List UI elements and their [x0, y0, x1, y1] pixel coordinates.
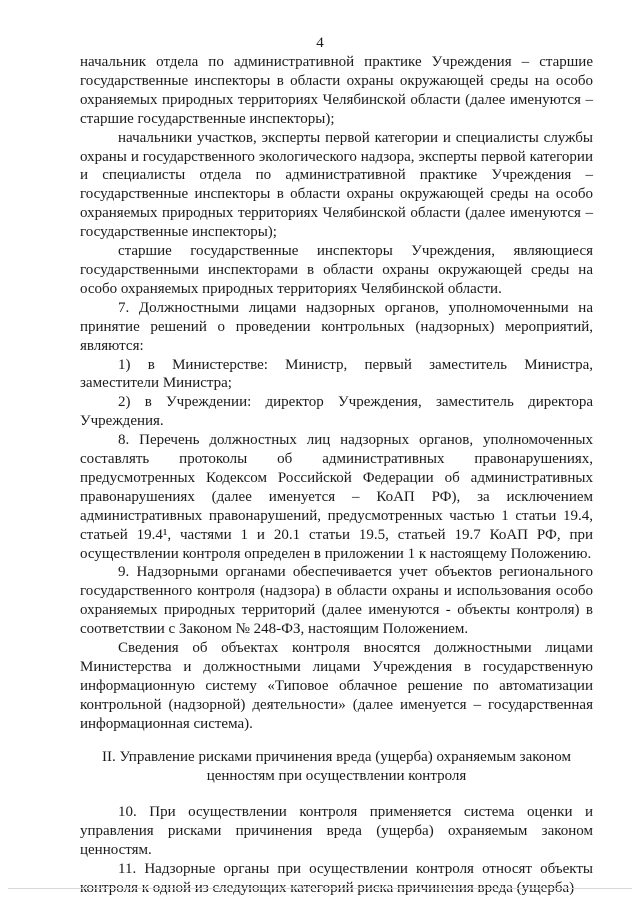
document-body [80, 53, 593, 898]
section-heading: II. Управление рисками причинения вреда (ущерба) охраняемым законом ценностям при осуществлении контроля [102, 748, 571, 784]
paragraph-subitem-2: 2) в Учреждении: директор Учреждения, заместитель директора Учреждения. [80, 394, 593, 430]
paragraph-item-7: 7. Должностными лицами надзорных органов, уполномоченными на принятие решений о проведении контрольных (надзорных) мероприятий, являются: [80, 299, 593, 354]
paragraph: начальник отдела по административной практике Учреждения – старшие государственные инспекторы в области охраны окружающей среды на особо охраняемых природных территориях Челябинской области (далее именуются – старшие государственные инспекторы); [80, 54, 593, 127]
paragraph-item-11: 11. Надзорные органы при осуществлении контроля относят объекты контроля к одной из следующих категорий риска причинения вреда (ущерба) [80, 861, 593, 897]
paragraph: Сведения об объектах контроля вносятся должностными лицами Министерства и должностными лицами Учреждения в государственную информационную систему «Типовое облачное решение по автоматизации контрольной (надзорной) деятельности» (далее именуется – государственная информационная система). [80, 640, 593, 732]
paragraph-item-9: 9. Надзорными органами обеспечивается учет объектов регионального государственного контроля (надзора) в области охраны и использования особо охраняемых природных территорий (далее именуются - объекты контроля) в соответствии с Законом № 248-ФЗ, настоящим Положением. [80, 564, 593, 638]
paragraph: старшие государственные инспекторы Учреждения, являющиеся государственными инспекторами в области охраны окружающей среды на особо охраняемых природных территориях Челябинской области. [80, 243, 593, 297]
page-bottom-edge [8, 888, 632, 889]
page-number: 4 [316, 35, 324, 51]
paragraph-item-10: 10. При осуществлении контроля применяется система оценки и управления рисками причинения вреда (ущерба) охраняемым законом ценностям. [80, 804, 593, 859]
paragraph: начальники участков, эксперты первой категории и специалисты службы охраны и государственного экологического надзора, эксперты первой категории и специалисты отдела по административной практике Учреждения – государственные инспекторы в области охраны окружающей среды на особо охраняемых природных территориях Челябинской области (далее именуются – государственные инспекторы); [80, 129, 593, 241]
paragraph-subitem-1: 1) в Министерстве: Министр, первый заместитель Министра, заместители Министра; [80, 356, 593, 392]
paragraph-item-8: 8. Перечень должностных лиц надзорных органов, уполномоченных составлять протоколы об административных правонарушениях, предусмотренных Кодексом Российской Федерации об административных правонарушениях (далее именуется – КоАП РФ), за исключением административных правонарушений, предусмотренных частью 1 статьи 19.4, статьей 19.4¹, частями 1 и 20.1 статьи 19.5, статьей 19.7 КоАП РФ, при осуществлении контроля определен в приложении 1 к настоящему Положению. [80, 432, 593, 562]
